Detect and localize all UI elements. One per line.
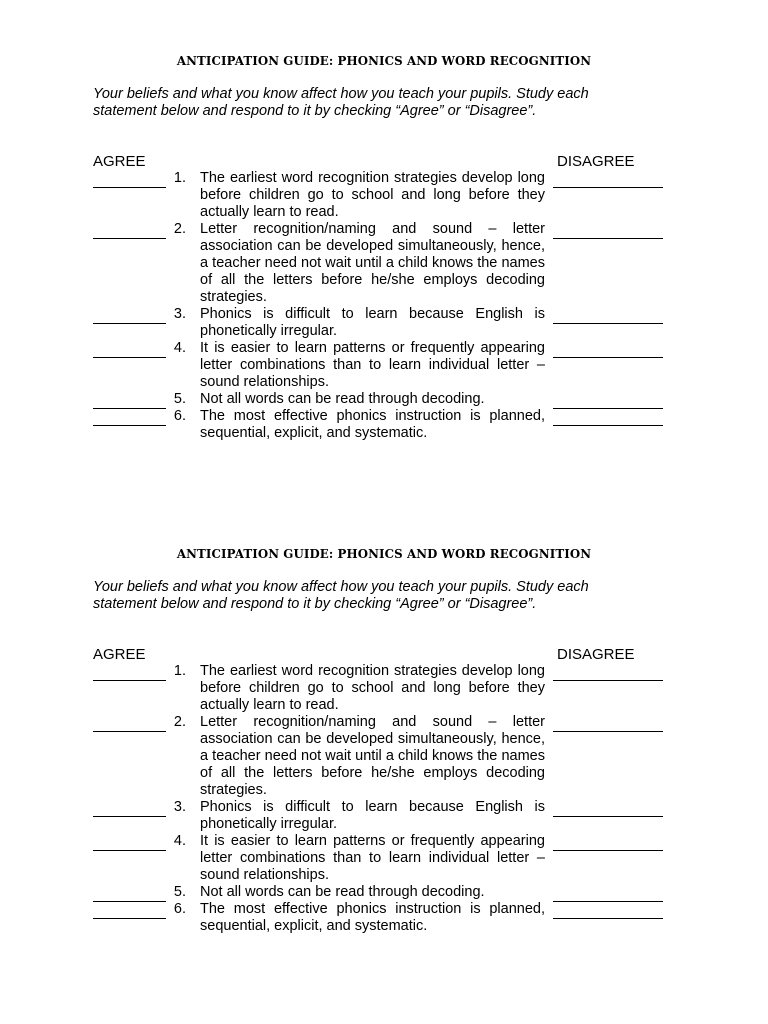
anticipation-guide-bottom — [0, 545, 768, 995]
disagree-blank[interactable] — [553, 238, 663, 239]
disagree-blank[interactable] — [553, 408, 663, 409]
statement-number: 6. — [173, 408, 186, 424]
agree-blank[interactable] — [93, 357, 166, 358]
disagree-blank[interactable] — [553, 816, 663, 817]
anticipation-guide-top — [0, 52, 768, 502]
agree-blank[interactable] — [93, 731, 166, 732]
statement-number: 5. — [173, 884, 186, 900]
agree-blank[interactable] — [93, 323, 166, 324]
disagree-column-header: DISAGREE — [557, 153, 635, 170]
statement-number: 3. — [173, 799, 186, 815]
disagree-blank[interactable] — [553, 323, 663, 324]
disagree-column-header: DISAGREE — [557, 646, 635, 663]
statement-text: Not all words can be read through decoding. — [200, 884, 485, 900]
statement-text: The most effective phonics instruction is planned, sequential, explicit, and systematic. — [200, 901, 545, 934]
guide-title: ANTICIPATION GUIDE: PHONICS AND WORD RECOGNITION — [176, 54, 592, 68]
statement-number: 1. — [173, 663, 186, 679]
statement-number: 5. — [173, 391, 186, 407]
disagree-blank[interactable] — [553, 357, 663, 358]
guide-title: ANTICIPATION GUIDE: PHONICS AND WORD RECOGNITION — [176, 547, 592, 561]
agree-column-header: AGREE — [93, 646, 146, 663]
statement-text: Not all words can be read through decoding. — [200, 391, 485, 407]
statement-number: 1. — [173, 170, 186, 186]
agree-blank[interactable] — [93, 425, 166, 426]
disagree-blank[interactable] — [553, 731, 663, 732]
agree-blank[interactable] — [93, 918, 166, 919]
guide-instructions: Your beliefs and what you know affect how you teach your pupils. Study each statement below and respond to it by checking “Agree” or “Disagree”. — [93, 86, 589, 119]
statement-number: 2. — [173, 221, 186, 237]
disagree-blank[interactable] — [553, 680, 663, 681]
statement-text: The most effective phonics instruction is planned, sequential, explicit, and systematic. — [200, 408, 545, 441]
agree-blank[interactable] — [93, 238, 166, 239]
disagree-blank[interactable] — [553, 850, 663, 851]
disagree-blank[interactable] — [553, 918, 663, 919]
agree-blank[interactable] — [93, 901, 166, 902]
statement-number: 3. — [173, 306, 186, 322]
statement-text: The earliest word recognition strategies develop long before children go to school and long before they actually learn to read. — [200, 170, 545, 220]
agree-blank[interactable] — [93, 816, 166, 817]
disagree-blank[interactable] — [553, 187, 663, 188]
agree-blank[interactable] — [93, 850, 166, 851]
agree-blank[interactable] — [93, 187, 166, 188]
statement-text: The earliest word recognition strategies develop long before children go to school and long before they actually learn to read. — [200, 663, 545, 713]
guide-instructions: Your beliefs and what you know affect how you teach your pupils. Study each statement below and respond to it by checking “Agree” or “Disagree”. — [93, 579, 589, 612]
statement-text: Letter recognition/naming and sound – letter association can be developed simultaneously, hence, a teacher need not wait until a child knows the names of all the letters before he/she employs decoding strategies. — [200, 714, 545, 798]
agree-blank[interactable] — [93, 408, 166, 409]
disagree-blank[interactable] — [553, 425, 663, 426]
statement-text: Phonics is difficult to learn because English is phonetically irregular. — [200, 799, 545, 832]
statement-number: 4. — [173, 340, 186, 356]
statement-number: 6. — [173, 901, 186, 917]
statement-text: It is easier to learn patterns or frequently appearing letter combinations than to learn individual letter – sound relationships. — [200, 340, 545, 390]
statement-text: It is easier to learn patterns or frequently appearing letter combinations than to learn individual letter – sound relationships. — [200, 833, 545, 883]
statement-number: 2. — [173, 714, 186, 730]
agree-column-header: AGREE — [93, 153, 146, 170]
statement-text: Letter recognition/naming and sound – letter association can be developed simultaneously, hence, a teacher need not wait until a child knows the names of all the letters before he/she employs decoding strategies. — [200, 221, 545, 305]
agree-blank[interactable] — [93, 680, 166, 681]
statement-text: Phonics is difficult to learn because English is phonetically irregular. — [200, 306, 545, 339]
statement-number: 4. — [173, 833, 186, 849]
disagree-blank[interactable] — [553, 901, 663, 902]
